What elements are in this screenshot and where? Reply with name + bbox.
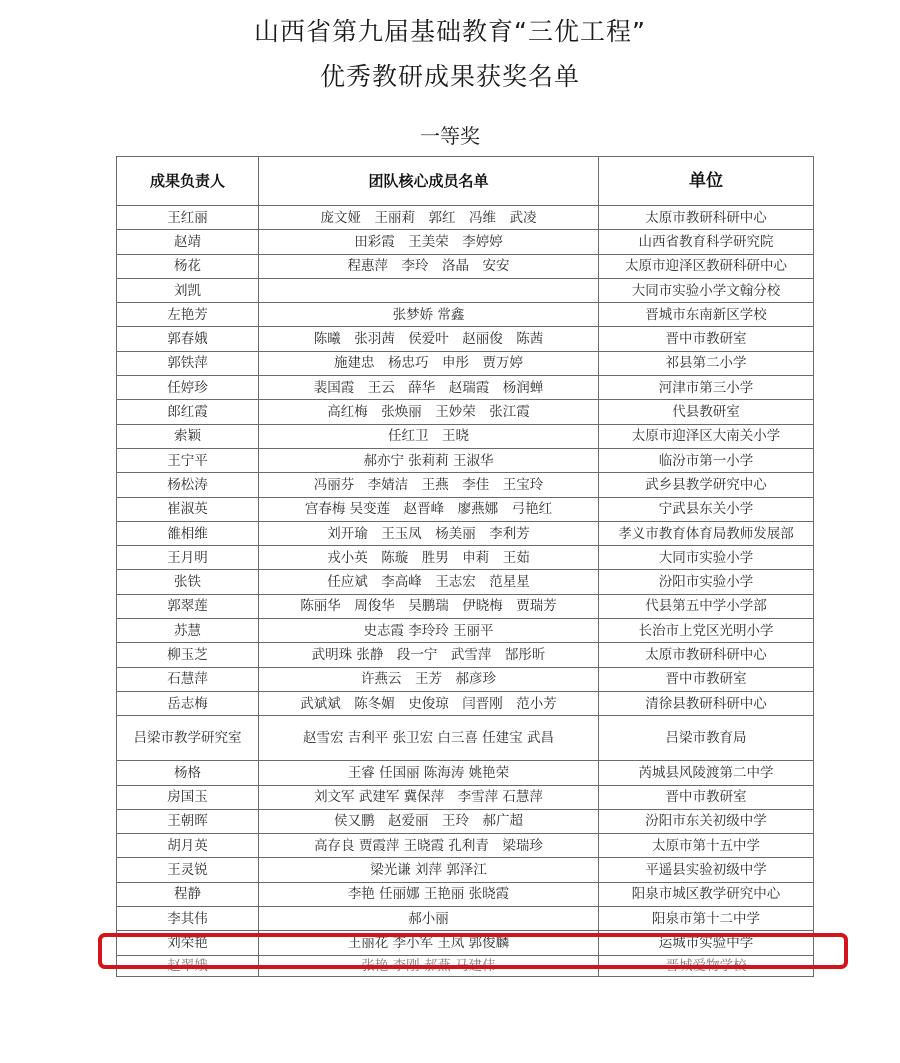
members-cell: 张梦娇 常鑫 bbox=[259, 303, 599, 327]
table-row bbox=[117, 351, 814, 375]
unit-cell: 祁县第二小学 bbox=[599, 351, 814, 375]
table-row bbox=[117, 521, 814, 545]
members-cell: 侯又鹏 赵爱丽 王玲 郝广超 bbox=[259, 809, 599, 833]
unit-cell: 大同市实验小学文翰分校 bbox=[599, 278, 814, 302]
unit-cell: 晋中市教研室 bbox=[599, 327, 814, 351]
table-row bbox=[117, 206, 814, 230]
leader-cell: 李其伟 bbox=[117, 907, 259, 931]
table-row bbox=[117, 785, 814, 809]
table-row bbox=[117, 230, 814, 254]
table-header-row bbox=[117, 157, 814, 206]
table-row bbox=[117, 327, 814, 351]
header-unit: 单位 bbox=[599, 157, 814, 206]
table-row bbox=[117, 809, 814, 833]
unit-cell: 晋城爱物学校 bbox=[599, 955, 814, 976]
table-row bbox=[117, 400, 814, 424]
members-cell: 田彩霞 王美荣 李婷婷 bbox=[259, 230, 599, 254]
members-cell: 程惠萍 李玲 洛晶 安安 bbox=[259, 254, 599, 278]
unit-cell: 宁武县东关小学 bbox=[599, 497, 814, 521]
members-cell: 王丽花 李小军 王凤 郭俊麟 bbox=[259, 931, 599, 955]
unit-cell: 晋中市教研室 bbox=[599, 785, 814, 809]
leader-cell: 杨松涛 bbox=[117, 473, 259, 497]
unit-cell: 太原市教研科研中心 bbox=[599, 206, 814, 230]
table-row bbox=[117, 424, 814, 448]
table-row bbox=[117, 570, 814, 594]
leader-cell: 王月明 bbox=[117, 546, 259, 570]
unit-cell: 长治市上党区光明小学 bbox=[599, 619, 814, 643]
table-row bbox=[117, 376, 814, 400]
header-leader: 成果负责人 bbox=[117, 157, 259, 206]
unit-cell: 吕梁市教育局 bbox=[599, 716, 814, 761]
leader-cell: 岳志梅 bbox=[117, 691, 259, 715]
members-cell: 刘开瑜 王玉凤 杨美丽 李利芳 bbox=[259, 521, 599, 545]
leader-cell: 柳玉芝 bbox=[117, 643, 259, 667]
table-row bbox=[117, 303, 814, 327]
members-cell: 庞文娅 王丽莉 郭红 冯维 武凌 bbox=[259, 206, 599, 230]
unit-cell: 晋城市东南新区学校 bbox=[599, 303, 814, 327]
table-body bbox=[117, 206, 814, 977]
leader-cell: 郭铁萍 bbox=[117, 351, 259, 375]
unit-cell: 太原市教研科研中心 bbox=[599, 643, 814, 667]
table-row bbox=[117, 691, 814, 715]
unit-cell: 晋中市教研室 bbox=[599, 667, 814, 691]
unit-cell: 汾阳市实验小学 bbox=[599, 570, 814, 594]
leader-cell: 杨格 bbox=[117, 761, 259, 785]
unit-cell: 大同市实验小学 bbox=[599, 546, 814, 570]
table-row bbox=[117, 448, 814, 472]
table-row bbox=[117, 497, 814, 521]
members-cell bbox=[259, 278, 599, 302]
leader-cell: 苏慧 bbox=[117, 619, 259, 643]
members-cell: 宫春梅 吴变莲 赵晋峰 廖燕娜 弓艳红 bbox=[259, 497, 599, 521]
table-row bbox=[117, 882, 814, 906]
unit-cell: 阳泉市第十二中学 bbox=[599, 907, 814, 931]
unit-cell: 太原市迎泽区大南关小学 bbox=[599, 424, 814, 448]
leader-cell: 雒相维 bbox=[117, 521, 259, 545]
leader-cell: 杨花 bbox=[117, 254, 259, 278]
table-row bbox=[117, 716, 814, 761]
unit-cell: 临汾市第一小学 bbox=[599, 448, 814, 472]
members-cell: 刘文军 武建军 冀保萍 李雪萍 石慧萍 bbox=[259, 785, 599, 809]
leader-cell: 房国玉 bbox=[117, 785, 259, 809]
table-row bbox=[117, 667, 814, 691]
table-row bbox=[117, 546, 814, 570]
table-row bbox=[117, 834, 814, 858]
unit-cell: 武乡县教学研究中心 bbox=[599, 473, 814, 497]
table-row bbox=[117, 761, 814, 785]
leader-cell: 程静 bbox=[117, 882, 259, 906]
unit-cell: 清徐县教研科研中心 bbox=[599, 691, 814, 715]
members-cell: 陈丽华 周俊华 吴鹏瑞 伊晓梅 贾瑞芳 bbox=[259, 594, 599, 618]
document-title-line2: 优秀教研成果获奖名单 bbox=[319, 62, 580, 91]
leader-cell: 赵翠娥 bbox=[117, 955, 259, 976]
members-cell: 赵雪宏 吉利平 张卫宏 白三喜 任建宝 武昌 bbox=[259, 716, 599, 761]
members-cell: 高红梅 张焕丽 王妙荣 张江霞 bbox=[259, 400, 599, 424]
members-cell: 任应斌 李高峰 王志宏 范星星 bbox=[259, 570, 599, 594]
document-title-line1: 山西省第九届基础教育“三优工程” bbox=[254, 17, 646, 46]
members-cell: 冯丽芬 李婧洁 王燕 李佳 王宝玲 bbox=[259, 473, 599, 497]
leader-cell: 吕梁市教学研究室 bbox=[117, 716, 259, 761]
unit-cell: 阳泉市城区教学研究中心 bbox=[599, 882, 814, 906]
table-row bbox=[117, 278, 814, 302]
leader-cell: 任婷珍 bbox=[117, 376, 259, 400]
table-row bbox=[117, 955, 814, 976]
unit-cell: 芮城县风陵渡第二中学 bbox=[599, 761, 814, 785]
members-cell: 李艳 任丽娜 王艳丽 张晓霞 bbox=[259, 882, 599, 906]
leader-cell: 郭翠莲 bbox=[117, 594, 259, 618]
leader-cell: 左艳芳 bbox=[117, 303, 259, 327]
unit-cell: 河津市第三小学 bbox=[599, 376, 814, 400]
leader-cell: 王朝晖 bbox=[117, 809, 259, 833]
leader-cell: 石慧萍 bbox=[117, 667, 259, 691]
leader-cell: 王灵锐 bbox=[117, 858, 259, 882]
table-row bbox=[117, 594, 814, 618]
table-row bbox=[117, 931, 814, 955]
award-level-heading: 一等奖 bbox=[420, 124, 480, 148]
table-row bbox=[117, 643, 814, 667]
leader-cell: 崔淑英 bbox=[117, 497, 259, 521]
header-team-members: 团队核心成员名单 bbox=[259, 157, 599, 206]
unit-cell: 汾阳市东关初级中学 bbox=[599, 809, 814, 833]
members-cell: 史志霞 李玲玲 王丽平 bbox=[259, 619, 599, 643]
unit-cell: 代县教研室 bbox=[599, 400, 814, 424]
leader-cell: 郭春娥 bbox=[117, 327, 259, 351]
leader-cell: 赵靖 bbox=[117, 230, 259, 254]
leader-cell: 王宁平 bbox=[117, 448, 259, 472]
table-row bbox=[117, 473, 814, 497]
unit-cell: 太原市迎泽区教研科研中心 bbox=[599, 254, 814, 278]
members-cell: 戎小英 陈璇 胜男 申莉 王茹 bbox=[259, 546, 599, 570]
members-cell: 许燕云 王芳 郝彦珍 bbox=[259, 667, 599, 691]
members-cell: 武明珠 张静 段一宁 武雪萍 郜彤昕 bbox=[259, 643, 599, 667]
members-cell: 施建忠 杨忠巧 申彤 贾万婷 bbox=[259, 351, 599, 375]
unit-cell: 平遥县实验初级中学 bbox=[599, 858, 814, 882]
members-cell: 梁光谦 刘萍 郭泽江 bbox=[259, 858, 599, 882]
members-cell: 郝亦宁 张莉莉 王淑华 bbox=[259, 448, 599, 472]
unit-cell: 山西省教育科学研究院 bbox=[599, 230, 814, 254]
members-cell: 裴国霞 王云 薛华 赵瑞霞 杨润蝉 bbox=[259, 376, 599, 400]
members-cell: 任红卫 王晓 bbox=[259, 424, 599, 448]
leader-cell: 刘荣艳 bbox=[117, 931, 259, 955]
table-row bbox=[117, 907, 814, 931]
table-row bbox=[117, 254, 814, 278]
members-cell: 陈曦 张羽茜 侯爱叶 赵丽俊 陈茜 bbox=[259, 327, 599, 351]
leader-cell: 王红丽 bbox=[117, 206, 259, 230]
members-cell: 张艳 李刚 郝燕 马建伟 bbox=[259, 955, 599, 976]
members-cell: 高存良 贾霞萍 王晓霞 孔利青 梁瑞珍 bbox=[259, 834, 599, 858]
table-row bbox=[117, 858, 814, 882]
members-cell: 武斌斌 陈冬媚 史俊琼 闫晋刚 范小芳 bbox=[259, 691, 599, 715]
table-row bbox=[117, 619, 814, 643]
members-cell: 王睿 任国丽 陈海涛 姚艳荣 bbox=[259, 761, 599, 785]
members-cell: 郝小丽 bbox=[259, 907, 599, 931]
leader-cell: 胡月英 bbox=[117, 834, 259, 858]
unit-cell: 太原市第十五中学 bbox=[599, 834, 814, 858]
unit-cell: 孝义市教育体育局教师发展部 bbox=[599, 521, 814, 545]
unit-cell: 运城市实验中学 bbox=[599, 931, 814, 955]
leader-cell: 张铁 bbox=[117, 570, 259, 594]
leader-cell: 郎红霞 bbox=[117, 400, 259, 424]
unit-cell: 代县第五中学小学部 bbox=[599, 594, 814, 618]
leader-cell: 刘凯 bbox=[117, 278, 259, 302]
leader-cell: 索颖 bbox=[117, 424, 259, 448]
award-table bbox=[116, 156, 814, 977]
